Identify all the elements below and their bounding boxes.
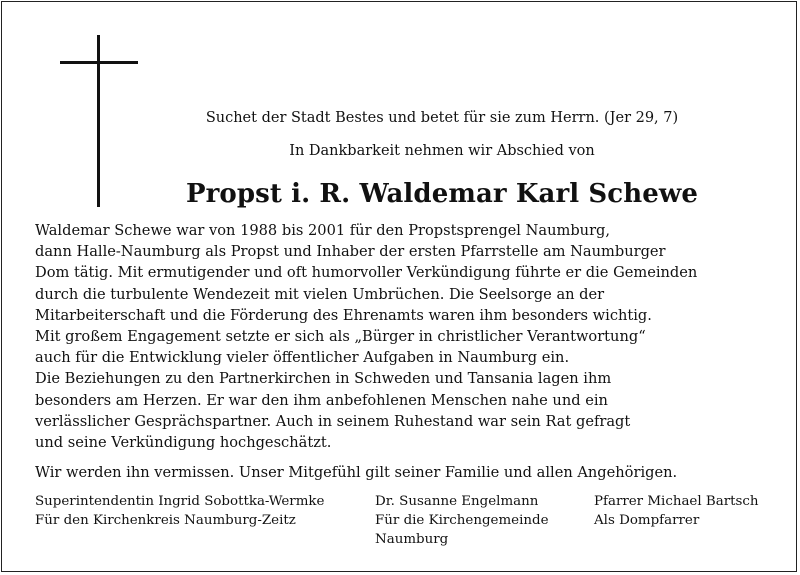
body-line: verlässlicher Gesprächspartner. Auch in seinem Ruhestand war sein Rat gefragt xyxy=(35,412,631,430)
signatory-line: Pfarrer Michael Bartsch xyxy=(594,494,759,509)
body-line: und seine Verkündigung hochgeschätzt. xyxy=(35,434,332,452)
signatory-line: Naumburg xyxy=(375,532,449,547)
signatory-line: Für den Kirchenkreis Naumburg-Zeitz xyxy=(35,513,296,528)
obituary-text xyxy=(35,220,780,453)
body-line: Waldemar Schewe war von 1988 bis 2001 für den Propstsprengel Naumburg, xyxy=(35,222,611,239)
signatory-line: Für die Kirchengemeinde xyxy=(375,513,549,528)
body-line: auch für die Entwicklung vieler öffentlicher Aufgaben in Naumburg ein. xyxy=(35,349,570,367)
body-line: Die Beziehungen zu den Partnerkirchen in Schweden und Tansania lagen ihm xyxy=(35,370,612,388)
signatory-superintendent xyxy=(35,492,324,530)
body-line: Mitarbeiterschaft und die Förderung des Ehrenamts waren ihm besonders wichtig. xyxy=(35,306,652,324)
bible-verse: Suchet der Stadt Bestes und betet für sie zum Herrn. (Jer 29, 7) xyxy=(205,110,679,126)
signatory-cathedral-pastor xyxy=(594,492,759,530)
signatory-congregation xyxy=(375,492,549,549)
deceased-name: Propst i. R. Waldemar Karl Schewe xyxy=(185,179,698,209)
signatory-line: Als Dompfarrer xyxy=(594,513,700,528)
signatory-line: Dr. Susanne Engelmann xyxy=(375,494,539,509)
obituary-notice xyxy=(1,1,797,572)
body-line: Dom tätig. Mit ermutigender und oft humorvoller Verkündigung führte er die Gemeinden xyxy=(35,264,698,282)
cross-icon-bar xyxy=(60,61,138,64)
intro-line: In Dankbarkeit nehmen wir Abschied von xyxy=(289,143,595,159)
closing-line: Wir werden ihn vermissen. Unser Mitgefühl gilt seiner Familie und allen Angehörigen. xyxy=(35,464,678,481)
signatory-line: Superintendentin Ingrid Sobottka-Wermke xyxy=(35,494,325,509)
body-line: besonders am Herzen. Er war den ihm anbefohlenen Menschen nahe und ein xyxy=(35,391,608,409)
body-line: durch die turbulente Wendezeit mit vielen Umbrüchen. Die Seelsorge an der xyxy=(35,285,605,303)
body-line: Mit großem Engagement setzte er sich als „Bürger in christlicher Verantwortung“ xyxy=(35,328,646,346)
body-line: dann Halle-Naumburg als Propst und Inhaber der ersten Pfarrstelle am Naumburger xyxy=(35,243,666,261)
